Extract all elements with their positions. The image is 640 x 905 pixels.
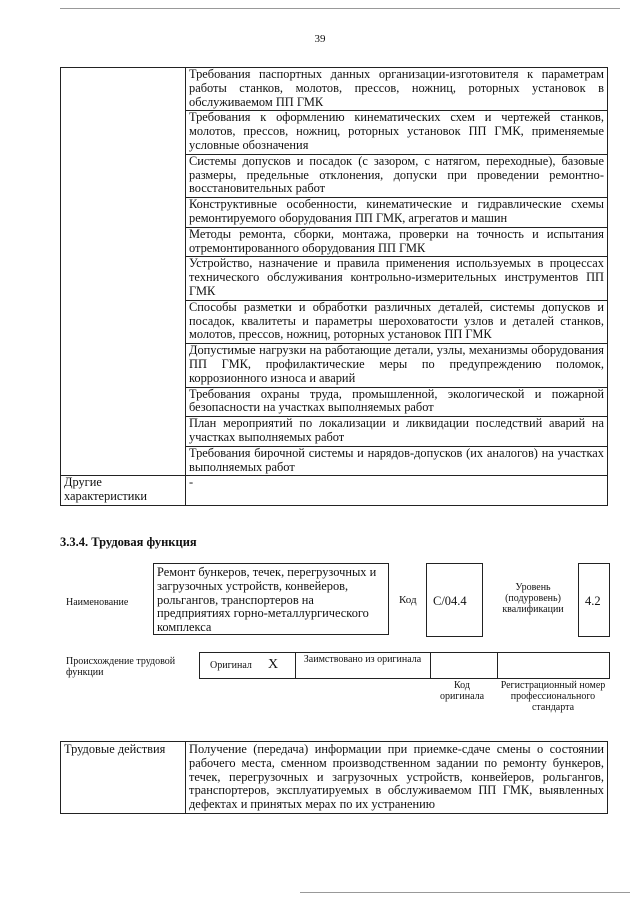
requirements-row [61, 344, 608, 387]
requirements-row-text: Допустимые нагрузки на работающие детали, узлы, механизмы оборудования ПП ГМК, профилактические меры по предупреждению поломок, коррозионного износа и аварий [186, 344, 608, 387]
labor-actions-text: Получение (передача) информации при приемке-сдаче смены о состоянии рабочего места, сменном производственном задании по ремонту бункеров, течек, перегрузочных и загрузочных устройств, конвейеров, рольгангов, транспортеров, эксплуатируемых в обслуживаемом ПП ГМК, выявленных дефектах и принятых мерах по их устранению [186, 742, 608, 814]
requirements-row-text: Требования охраны труда, промышленной, экологической и пожарной безопасности на участках выполняемых работ [186, 387, 608, 417]
requirements-row-category [61, 446, 186, 476]
requirements-row [61, 111, 608, 154]
requirements-row-category [61, 387, 186, 417]
requirements-row-text: Требования к оформлению кинематических схем и чертежей станков, молотов, прессов, ножниц, роторных установок ПП ГМК, применяемые условные обозначения [186, 111, 608, 154]
function-name-value: Ремонт бункеров, течек, перегрузочных и загрузочных устройств, конвейеров, рольгангов, транспортеров на предприятиях горно-металлургического комплекса [157, 565, 377, 635]
page-number: 39 [314, 33, 326, 45]
code-original-cell [430, 653, 498, 678]
requirements-row [61, 198, 608, 228]
code-value: C/04.4 [433, 594, 467, 608]
level-value: 4.2 [585, 594, 601, 608]
origin-row [199, 652, 610, 679]
requirements-row-category [61, 154, 186, 197]
labor-actions-label: Трудовые действия [61, 742, 186, 814]
bottom-edge-line [300, 892, 630, 893]
requirements-row-category [61, 344, 186, 387]
requirements-row-category: Другие характеристики [61, 476, 186, 506]
level-label: Уровень (подуровень) квалификации [502, 582, 564, 615]
requirements-row-text: Конструктивные особенности, кинематические и гидравлические схемы ремонтируемого оборудования ПП ГМК, агрегатов и машин [186, 198, 608, 228]
code-original-label: Код оригинала [439, 680, 485, 702]
labor-actions-table [60, 741, 608, 814]
original-cell [200, 653, 296, 678]
requirements-row [61, 417, 608, 447]
function-name-box [153, 563, 389, 635]
requirements-row-text: Способы разметки и обработки различных деталей, системы допусков и посадок, квалитеты и параметры шероховатости узлов и деталей станков, молотов, прессов, ножниц, роторных установок ПП ГМК [186, 300, 608, 343]
labor-actions-row [61, 742, 608, 814]
reg-number-label: Регистрационный номер профессионального стандарта [500, 680, 606, 713]
requirements-row-text: Требования паспортных данных организации-изготовителя к параметрам работы станков, молотов, прессов, ножниц, роторных установок в обслуживаемом ПП ГМК [186, 68, 608, 111]
requirements-row [61, 154, 608, 197]
requirements-row-category [61, 300, 186, 343]
code-box [426, 563, 483, 637]
requirements-row-text: - [186, 476, 608, 506]
requirements-row-text: План мероприятий по локализации и ликвидации последствий аварий на участках выполняемых работ [186, 417, 608, 447]
requirements-row-text: Требования бирочной системы и нарядов-допусков (их аналогов) на участках выполняемых работ [186, 446, 608, 476]
original-label: Оригинал [210, 660, 252, 671]
requirements-row [61, 68, 608, 111]
borrowed-label: Заимствовано из оригинала [303, 654, 422, 665]
requirements-row-text: Методы ремонта, сборки, монтажа, проверки на точность и испытания отремонтированного оборудования ПП ГМК [186, 227, 608, 257]
top-edge-line [60, 8, 620, 9]
name-label: Наименование [66, 597, 129, 608]
origin-label: Происхождение трудовой функции [66, 656, 176, 678]
requirements-row [61, 446, 608, 476]
requirements-row-category [61, 198, 186, 228]
requirements-row [61, 387, 608, 417]
requirements-row-category [61, 68, 186, 111]
requirements-row-category [61, 257, 186, 300]
code-label: Код [399, 594, 417, 606]
requirements-row-category [61, 111, 186, 154]
section-title: 3.3.4. Трудовая функция [60, 535, 197, 549]
requirements-row-category [61, 227, 186, 257]
original-mark: X [268, 657, 279, 672]
requirements-row-text: Устройство, назначение и правила применения используемых в процессах технического обслуживания контрольно-измерительных инструментов ПП ГМК [186, 257, 608, 300]
requirements-row [61, 257, 608, 300]
level-box [578, 563, 610, 637]
requirements-row-text: Системы допусков и посадок (с зазором, с натягом, переходные), базовые размеры, предельные отклонения, допуски при проведении ремонтно-восстановительных работ [186, 154, 608, 197]
requirements-row [61, 227, 608, 257]
requirements-row [61, 300, 608, 343]
requirements-table [60, 67, 608, 506]
requirements-row [61, 476, 608, 506]
requirements-row-category [61, 417, 186, 447]
